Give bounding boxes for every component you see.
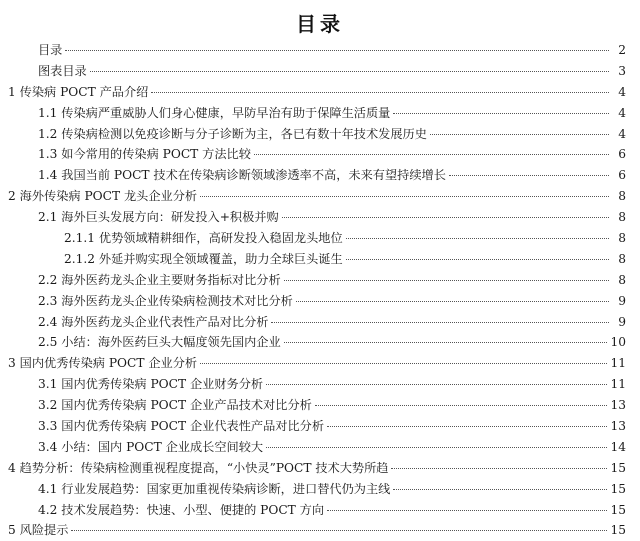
toc-entry-page: 15 [610, 523, 626, 538]
toc-entry-title: 2.1.2 外延并购实现全领域覆盖，助力全球巨头诞生 [64, 251, 343, 266]
toc-entry-page: 8 [618, 251, 626, 266]
toc-entry-page: 15 [610, 502, 626, 517]
toc-entry-title: 3.1 国内优秀传染病 POCT 企业财务分析 [38, 377, 264, 392]
dot-leader [346, 259, 609, 260]
toc-entry-page: 8 [618, 272, 626, 287]
toc-entry-title: 3 国内优秀传染病 POCT 企业分析 [8, 356, 198, 371]
toc-entry-title: 2.5 小结：海外医药巨头大幅度领先国内企业 [38, 335, 281, 350]
dot-leader [327, 426, 607, 427]
toc-entry-page: 8 [618, 189, 626, 204]
toc-entry-page: 15 [610, 481, 626, 496]
toc-entry-title: 1.3 如今常用的传染病 POCT 方法比较 [38, 147, 251, 162]
dot-leader [282, 217, 609, 218]
toc-entry[interactable] [0, 479, 640, 500]
toc-entry-page: 14 [610, 439, 626, 454]
toc-entry-title: 5 风险提示 [8, 523, 69, 538]
toc-entry-page: 2 [618, 43, 626, 57]
dot-leader [65, 50, 609, 51]
toc-entry-page: 3 [618, 63, 626, 78]
toc-entry-page: 9 [618, 293, 626, 308]
toc-entry-title: 2.2 海外医药龙头企业主要财务指标对比分析 [38, 272, 281, 287]
toc-entry[interactable] [0, 61, 640, 82]
toc-entry-title: 2 海外传染病 POCT 龙头企业分析 [8, 189, 198, 204]
toc-entry-page: 15 [610, 460, 626, 475]
toc-entry-title: 2.1 海外巨头发展方向：研发投入+积极并购 [38, 210, 279, 225]
toc-entry[interactable] [0, 249, 640, 270]
toc-entry-title: 1.4 我国当前 POCT 技术在传染病诊断领域渗透率不高，未来有望持续增长 [38, 168, 446, 183]
dot-leader [284, 342, 608, 343]
dot-leader [393, 489, 607, 490]
toc-entry-title: 2.4 海外医药龙头企业代表性产品对比分析 [38, 314, 269, 329]
toc-entry-title: 3.4 小结：国内 POCT 企业成长空间较大 [38, 439, 264, 454]
toc-entry[interactable] [0, 416, 640, 437]
dot-leader [151, 92, 609, 93]
toc-entry-page: 8 [618, 231, 626, 246]
toc-entry-title: 1.2 传染病检测以免疫诊断与分子诊断为主，各已有数十年技术发展历史 [38, 126, 427, 141]
toc-entry-page: 13 [610, 419, 626, 434]
toc-entry-title: 2.3 海外医药龙头企业传染病检测技术对比分析 [38, 293, 293, 308]
toc-entry-title: 2.1.1 优势领域精耕细作，高研发投入稳固龙头地位 [64, 231, 343, 246]
toc-entry-title: 1.1 传染病严重威胁人们身心健康，早防早治有助于保障生活质量 [38, 105, 391, 120]
toc-entry[interactable] [0, 207, 640, 228]
dot-leader [254, 154, 609, 155]
dot-leader [90, 71, 609, 72]
dot-leader [430, 134, 609, 135]
dot-leader [296, 301, 609, 302]
toc-entry-title: 1 传染病 POCT 产品介绍 [8, 84, 149, 99]
toc-entry[interactable] [0, 291, 640, 312]
toc-entry[interactable] [0, 353, 640, 374]
toc-entry-page: 6 [618, 147, 626, 162]
toc-entry-page: 11 [610, 356, 626, 371]
dot-leader [266, 384, 607, 385]
toc-entry[interactable] [0, 186, 640, 207]
table-of-contents [0, 40, 640, 541]
toc-entry[interactable] [0, 458, 640, 479]
toc-entry-title: 3.2 国内优秀传染病 POCT 企业产品技术对比分析 [38, 398, 312, 413]
toc-entry-title: 4.2 技术发展趋势：快速、小型、便捷的 POCT 方向 [38, 502, 325, 517]
dot-leader [393, 113, 609, 114]
toc-entry[interactable] [0, 312, 640, 333]
dot-leader [71, 530, 607, 531]
toc-entry[interactable] [0, 228, 640, 249]
toc-entry-page: 4 [618, 84, 626, 99]
toc-entry-title: 目录 [38, 43, 63, 57]
dot-leader [271, 322, 609, 323]
toc-entry-page: 9 [618, 314, 626, 329]
dot-leader [266, 447, 607, 448]
toc-entry[interactable] [0, 40, 640, 61]
toc-entry[interactable] [0, 332, 640, 353]
dot-leader [327, 510, 607, 511]
toc-entry[interactable] [0, 103, 640, 124]
dot-leader [315, 405, 608, 406]
dot-leader [449, 175, 609, 176]
dot-leader [200, 363, 607, 364]
toc-entry-page: 13 [610, 398, 626, 413]
toc-entry[interactable] [0, 124, 640, 145]
dot-leader [391, 468, 607, 469]
toc-entry-title: 4.1 行业发展趋势：国家更加重视传染病诊断，进口替代仍为主线 [38, 481, 391, 496]
dot-leader [346, 238, 609, 239]
page-title: 目录 [296, 12, 344, 36]
toc-entry[interactable] [0, 437, 640, 458]
toc-entry-page: 4 [618, 126, 626, 141]
toc-entry-title: 4 趋势分析：传染病检测重视程度提高，“小快灵”POCT 技术大势所趋 [8, 460, 389, 475]
dot-leader [200, 196, 609, 197]
toc-entry[interactable] [0, 270, 640, 291]
toc-entry-title: 3.3 国内优秀传染病 POCT 企业代表性产品对比分析 [38, 419, 325, 434]
toc-entry-page: 6 [618, 168, 626, 183]
toc-entry[interactable] [0, 82, 640, 103]
dot-leader [284, 280, 609, 281]
toc-entry-title: 图表目录 [38, 63, 87, 78]
toc-entry-page: 10 [610, 335, 626, 350]
toc-entry-page: 11 [610, 377, 626, 392]
toc-entry[interactable] [0, 144, 640, 165]
toc-entry-page: 8 [618, 210, 626, 225]
toc-entry-page: 4 [618, 105, 626, 120]
toc-entry[interactable] [0, 374, 640, 395]
toc-entry[interactable] [0, 500, 640, 521]
toc-entry[interactable] [0, 395, 640, 416]
toc-entry[interactable] [0, 165, 640, 186]
